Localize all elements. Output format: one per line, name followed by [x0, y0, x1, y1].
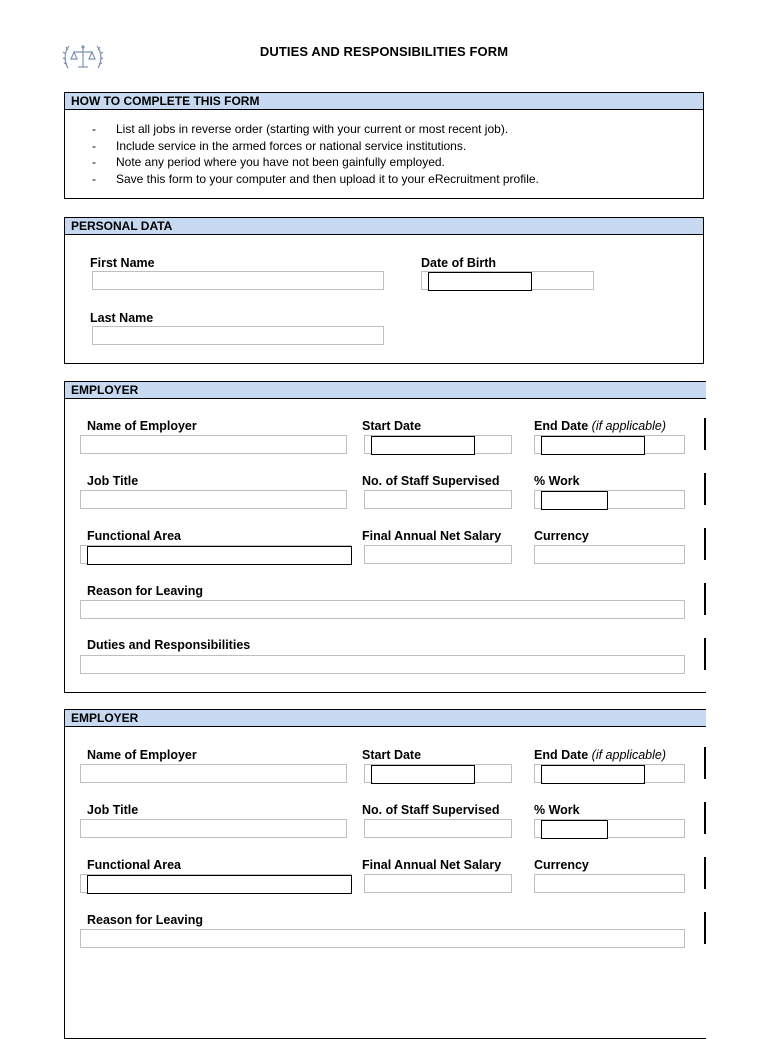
instruction-item: - Save this form to your computer and then upload it to your eRecruitment profile.	[92, 172, 539, 186]
currency-label: Currency	[534, 529, 589, 543]
right-divider	[704, 638, 706, 670]
end-date-label: End Date (if applicable)	[534, 748, 667, 762]
start-date-field[interactable]	[364, 435, 512, 454]
salary-label: Final Annual Net Salary	[362, 858, 502, 872]
right-divider	[704, 528, 706, 560]
functional-area-label: Functional Area	[87, 858, 181, 872]
staff-supervised-field[interactable]	[364, 490, 512, 509]
right-divider	[704, 473, 706, 505]
job-title-field[interactable]	[80, 490, 347, 509]
right-divider	[704, 912, 706, 944]
work-percent-inner[interactable]	[541, 491, 608, 510]
end-date-field[interactable]	[534, 764, 685, 783]
staff-supervised-label: No. of Staff Supervised	[362, 803, 500, 817]
staff-supervised-label: No. of Staff Supervised	[362, 474, 500, 488]
functional-area-field[interactable]	[80, 545, 352, 564]
instructions-heading: HOW TO COMPLETE THIS FORM	[65, 93, 703, 110]
employer-name-field[interactable]	[80, 764, 347, 783]
dob-label: Date of Birth	[421, 256, 496, 270]
page-title: DUTIES AND RESPONSIBILITIES FORM	[259, 44, 509, 59]
work-percent-inner[interactable]	[541, 820, 608, 839]
employer-name-label: Name of Employer	[87, 419, 197, 433]
last-name-label: Last Name	[90, 311, 154, 325]
employer-name-field[interactable]	[80, 435, 347, 454]
first-name-label: First Name	[90, 256, 155, 270]
currency-label: Currency	[534, 858, 589, 872]
start-date-label: Start Date	[362, 419, 422, 433]
duties-field[interactable]	[80, 655, 685, 674]
right-divider	[704, 583, 706, 615]
work-percent-field[interactable]	[534, 819, 685, 838]
work-percent-label: % Work	[534, 803, 580, 817]
end-date-label: End Date (if applicable)	[534, 419, 667, 433]
job-title-label: Job Title	[87, 803, 139, 817]
dob-inner-box[interactable]	[428, 272, 532, 291]
start-date-label: Start Date	[362, 748, 422, 762]
reason-leaving-field[interactable]	[80, 929, 685, 948]
job-title-label: Job Title	[87, 474, 139, 488]
functional-area-inner[interactable]	[87, 546, 352, 565]
right-divider	[704, 747, 706, 779]
right-divider	[704, 857, 706, 889]
right-divider	[704, 802, 706, 834]
salary-label: Final Annual Net Salary	[362, 529, 502, 543]
salary-field[interactable]	[364, 874, 512, 893]
instruction-item: - Include service in the armed forces or national service institutions.	[92, 139, 467, 153]
end-date-inner[interactable]	[541, 765, 645, 784]
start-date-inner[interactable]	[371, 436, 475, 455]
reason-leaving-field[interactable]	[80, 600, 685, 619]
salary-field[interactable]	[364, 545, 512, 564]
right-divider	[704, 418, 706, 450]
last-name-field[interactable]	[92, 326, 384, 345]
end-date-inner[interactable]	[541, 436, 645, 455]
currency-field[interactable]	[534, 874, 685, 893]
employer-heading: EMPLOYER	[65, 382, 706, 399]
work-percent-label: % Work	[534, 474, 580, 488]
employer-name-label: Name of Employer	[87, 748, 197, 762]
currency-field[interactable]	[534, 545, 685, 564]
reason-leaving-label: Reason for Leaving	[87, 913, 203, 927]
staff-supervised-field[interactable]	[364, 819, 512, 838]
functional-area-inner[interactable]	[87, 875, 352, 894]
functional-area-field[interactable]	[80, 874, 352, 893]
instruction-item: - Note any period where you have not been gainfully employed.	[92, 155, 445, 169]
first-name-field[interactable]	[92, 271, 384, 290]
reason-leaving-label: Reason for Leaving	[87, 584, 203, 598]
dob-field[interactable]	[421, 271, 594, 290]
duties-label: Duties and Responsibilities	[87, 638, 251, 652]
functional-area-label: Functional Area	[87, 529, 181, 543]
end-date-field[interactable]	[534, 435, 685, 454]
instruction-item: - List all jobs in reverse order (starting with your current or most recent job).	[92, 122, 509, 136]
job-title-field[interactable]	[80, 819, 347, 838]
employer-heading: EMPLOYER	[65, 710, 706, 727]
start-date-field[interactable]	[364, 764, 512, 783]
personal-data-heading: PERSONAL DATA	[65, 218, 703, 235]
work-percent-field[interactable]	[534, 490, 685, 509]
start-date-inner[interactable]	[371, 765, 475, 784]
